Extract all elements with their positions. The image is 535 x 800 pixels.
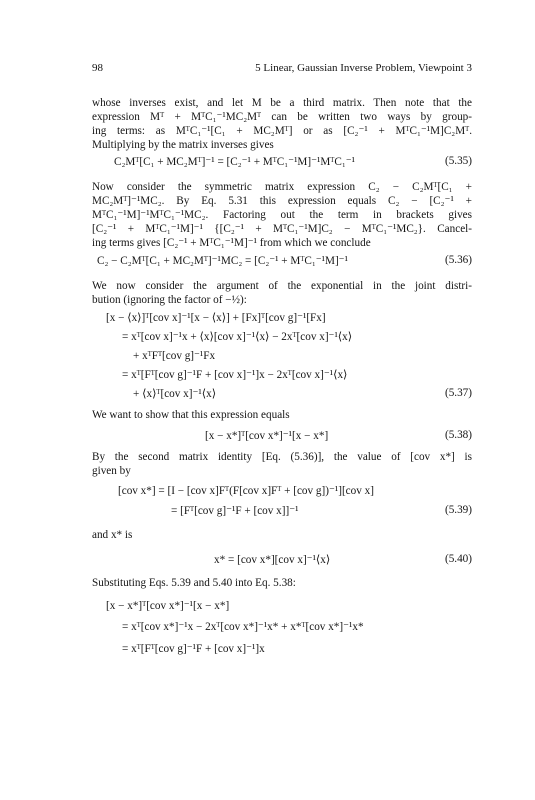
- paragraph-exponential-argument: We now consider the argument of the exponential in the joint distri- bution (ignoring the factor of −½):: [92, 280, 472, 306]
- running-header: [92, 62, 472, 78]
- equation-number: (5.35): [444, 155, 472, 167]
- equation-number: (5.37): [444, 387, 472, 399]
- equation-5-40: x* = [cov x*][cov x]⁻¹⟨x⟩ (5.40): [214, 553, 472, 566]
- equation-5-37-line-5: + ⟨x⟩ᵀ[cov x]⁻¹⟨x⟩ (5.37): [133, 387, 472, 400]
- equation-5-39-line-2: = [Fᵀ[cov g]⁻¹F + [cov x]]⁻¹ (5.39): [171, 504, 472, 517]
- equation-number: (5.40): [444, 553, 472, 565]
- paragraph-second-identity: By the second matrix identity [Eq. (5.36)], the value of [cov x*] is given by: [92, 451, 472, 477]
- paragraph-and-x-star: and x* is: [92, 529, 133, 541]
- equation-5-35: C₂Mᵀ[C₁ + MC₂Mᵀ]⁻¹ = [C₂⁻¹ + MᵀC₁⁻¹M]⁻¹MᵀC₁⁻¹ (5.35): [114, 155, 472, 168]
- equation-5-38: [x − x*]ᵀ[cov x*]⁻¹[x − x*] (5.38): [205, 429, 472, 442]
- equation-final-line-3: = xᵀ[Fᵀ[cov g]⁻¹F + [cov x]⁻¹]x: [122, 643, 265, 655]
- paragraph-symmetric-expression: Now consider the symmetric matrix expression C₂ − C₂Mᵀ[C₁ + MC₂Mᵀ]⁻¹MC₂. By Eq. 5.31 this expression equals C₂ − [C₂⁻¹ + MᵀC₁⁻¹M]⁻¹MᵀC₁⁻¹MC₂. Factoring out the term in brackets gives [C₂⁻¹ + MᵀC₁⁻¹M]⁻¹ {[C₂⁻¹ + MᵀC₁⁻¹M]C₂ − MᵀC₁⁻¹MC₂}. Cancel- ing terms gives [C₂⁻¹ + MᵀC₁⁻¹M]⁻¹ from which we conclude: [92, 181, 472, 249]
- equation-5-36: C₂ − C₂Mᵀ[C₁ + MC₂Mᵀ]⁻¹MC₂ = [C₂⁻¹ + MᵀC₁⁻¹M]⁻¹ (5.36): [97, 254, 472, 267]
- paragraph-matrix-expression: whose inverses exist, and let M be a third matrix. Then note that the expression Mᵀ + MᵀC₁⁻¹MC₂Mᵀ can be written two ways by group- ing terms: as MᵀC₁⁻¹[C₁ + MC₂Mᵀ] or as [C₂⁻¹ + MᵀC₁⁻¹M]C₂Mᵀ. Multiplying by the matrix inverses gives: [92, 97, 472, 151]
- paragraph-want-to-show: We want to show that this expression equals: [92, 409, 290, 421]
- equation-5-37-line-4: = xᵀ[Fᵀ[cov g]⁻¹F + [cov x]⁻¹]x − 2xᵀ[cov x]⁻¹⟨x⟩: [122, 369, 348, 381]
- equation-5-37-line-1: [x − ⟨x⟩]ᵀ[cov x]⁻¹[x − ⟨x⟩] + [Fx]ᵀ[cov g]⁻¹[Fx]: [106, 312, 326, 324]
- equation-number: (5.39): [444, 504, 472, 516]
- page-number: 98: [92, 62, 103, 74]
- equation-5-37-line-3: + xᵀFᵀ[cov g]⁻¹Fx: [133, 350, 216, 362]
- equation-final-line-2: = xᵀ[cov x*]⁻¹x − 2xᵀ[cov x*]⁻¹x* + x*ᵀ[cov x*]⁻¹x*: [122, 621, 364, 633]
- equation-5-37-line-2: = xᵀ[cov x]⁻¹x + ⟨x⟩[cov x]⁻¹⟨x⟩ − 2xᵀ[cov x]⁻¹⟨x⟩: [122, 331, 353, 343]
- equation-5-39-line-1: [cov x*] = [I − [cov x]Fᵀ(F[cov x]Fᵀ + [cov g])⁻¹][cov x]: [118, 485, 374, 497]
- equation-number: (5.38): [444, 429, 472, 441]
- running-title: 5 Linear, Gaussian Inverse Problem, Viewpoint 3: [255, 62, 472, 74]
- paragraph-substituting: Substituting Eqs. 5.39 and 5.40 into Eq. 5.38:: [92, 577, 296, 589]
- equation-final-line-1: [x − x*]ᵀ[cov x*]⁻¹[x − x*]: [106, 600, 230, 612]
- equation-number: (5.36): [444, 254, 472, 266]
